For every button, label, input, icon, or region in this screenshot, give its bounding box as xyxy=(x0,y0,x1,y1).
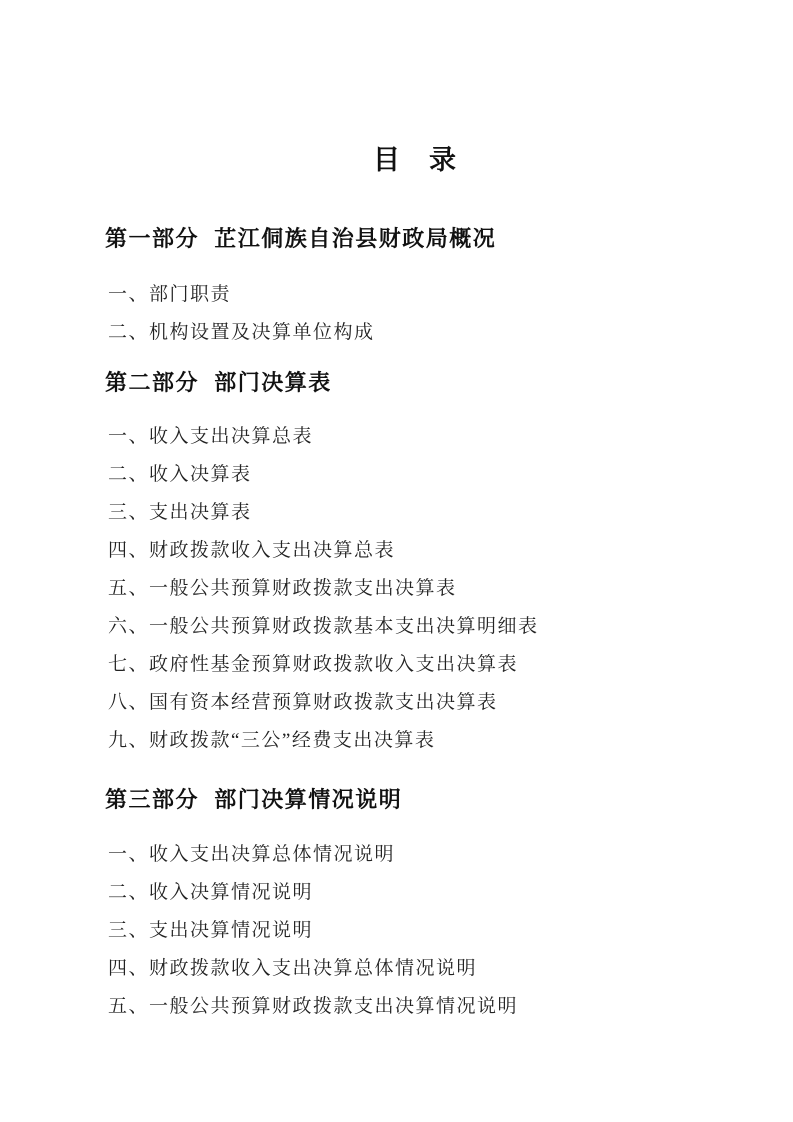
toc-section-2 xyxy=(105,364,725,760)
toc-item: 七、政府性基金预算财政拨款收入支出决算表 xyxy=(108,654,519,675)
section-item-list xyxy=(105,836,725,1026)
toc-item: 二、收入决算情况说明 xyxy=(108,882,314,903)
toc-item: 八、国有资本经营预算财政拨款支出决算表 xyxy=(108,692,498,713)
toc-item: 五、一般公共预算财政拨款支出决算情况说明 xyxy=(108,996,519,1017)
toc-item: 一、部门职责 xyxy=(108,284,232,305)
toc-item: 一、收入支出决算总表 xyxy=(108,426,314,447)
toc-item: 三、支出决算表 xyxy=(108,502,252,523)
toc-item: 九、财政拨款“三公”经费支出决算表 xyxy=(108,730,436,751)
toc-item: 五、一般公共预算财政拨款支出决算表 xyxy=(108,578,457,599)
toc-item: 二、机构设置及决算单位构成 xyxy=(108,322,375,343)
page-title: 目 录 xyxy=(373,145,457,175)
section-item-list xyxy=(105,418,725,760)
toc-item: 六、一般公共预算财政拨款基本支出决算明细表 xyxy=(108,616,539,637)
toc-content xyxy=(105,0,725,1026)
toc-item: 三、支出决算情况说明 xyxy=(108,920,314,941)
toc-item: 二、收入决算表 xyxy=(108,464,252,485)
section-item-list xyxy=(105,276,725,352)
section-heading: 第三部分 部门决算情况说明 xyxy=(105,787,403,812)
toc-item: 一、收入支出决算总体情况说明 xyxy=(108,844,396,865)
section-heading: 第二部分 部门决算表 xyxy=(105,370,332,395)
toc-section-1 xyxy=(105,220,725,352)
toc-section-3 xyxy=(105,781,725,1026)
toc-item: 四、财政拨款收入支出决算总表 xyxy=(108,540,396,561)
toc-item: 四、财政拨款收入支出决算总体情况说明 xyxy=(108,958,478,979)
section-heading: 第一部分 芷江侗族自治县财政局概况 xyxy=(105,226,497,251)
